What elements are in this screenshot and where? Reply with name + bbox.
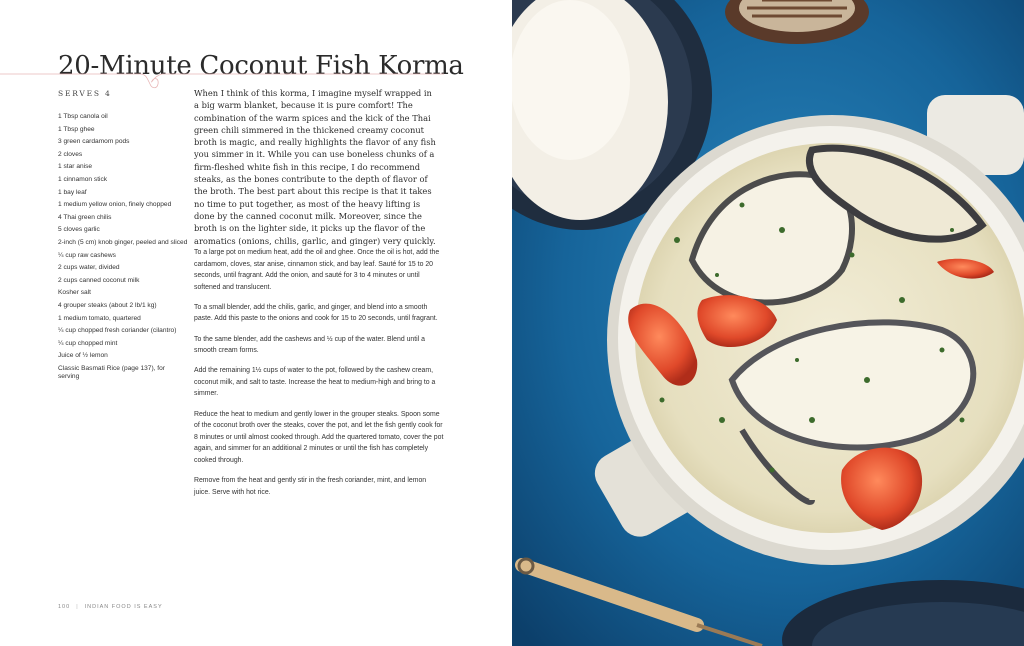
ingredient-item: ¼ cup chopped mint — [58, 339, 118, 347]
recipe-title: 20-Minute Coconut Fish Korma — [58, 51, 464, 82]
ingredient-item: 1 cinnamon stick — [58, 175, 108, 183]
method-step: To a small blender, add the chilis, garlic, and ginger, and blend into a smooth paste. Add this paste to the onions and cook for 15 to 20 seconds, until fragrant. — [194, 303, 438, 323]
method-step: Add the remaining 1½ cups of water to the pot, followed by the cashew cream, coconut milk, and salt to taste. Increase the heat to medium-high and bring to a simmer. — [194, 367, 436, 398]
ingredient-item: 1 medium yellow onion, finely chopped — [58, 201, 172, 209]
ingredient-item: 2 cups water, divided — [58, 264, 120, 272]
ingredient-item: 2 cloves — [58, 150, 83, 158]
ingredient-item: 1 medium tomato, quartered — [58, 314, 141, 322]
book-title: INDIAN FOOD IS EASY — [84, 604, 163, 610]
ingredient-item: ¼ cup raw cashews — [58, 251, 116, 259]
method-step: Reduce the heat to medium and gently lower in the grouper steaks. Spoon some of the coconut broth over the steaks, cover the pot, and let the fish gently cook for 8 minutes or until almost cooked through. Add the quartered tomato, cover the pot again, and simmer for an additional 2 minutes or until the fish has completely cooked through. — [194, 410, 444, 464]
ingredient-item: 1 Tbsp canola oil — [58, 113, 108, 120]
ingredient-item: 2 cups canned coconut milk — [58, 276, 140, 284]
page-footer: 100 | INDIAN FOOD IS EASY — [58, 604, 163, 610]
page-number: 100 — [58, 604, 71, 610]
ingredient-item: 1 bay leaf — [58, 188, 87, 196]
method-step: To the same blender, add the cashews and ½ cup of the water. Blend until a smooth cream forms. — [194, 335, 425, 355]
ingredient-item: ¼ cup chopped fresh coriander (cilantro) — [58, 327, 177, 335]
korma-photo-illustration — [512, 0, 1024, 646]
ingredient-item: 4 grouper steaks (about 2 lb/1 kg) — [58, 301, 157, 309]
ingredient-item: 3 green cardamom pods — [58, 138, 130, 146]
ingredient-item: 1 Tbsp ghee — [58, 125, 95, 133]
ingredient-list — [58, 113, 188, 386]
method-step: To a large pot on medium heat, add the oil and ghee. Once the oil is hot, add the cardamom, cloves, star anise, cinnamon stick, and bay leaf. Sauté for 15 to 20 seconds, until fragrant. Add the onion, and sauté for 3 to 4 minutes or until softened and translucent. — [194, 249, 440, 291]
ingredient-item: Juice of ½ lemon — [58, 352, 108, 360]
ingredient-item: 4 Thai green chilis — [58, 213, 112, 221]
ingredient-item: 5 cloves garlic — [58, 226, 100, 234]
ingredient-item: Kosher salt — [58, 289, 91, 297]
method-steps — [194, 247, 444, 507]
recipe-intro: When I think of this korma, I imagine myself wrapped in a big warm blanket, because it is pure comfort! The combination of the warm spices and the kick of the Thai green chili simmered in the thickened creamy coconut broth is magic, and really highlights the flavor of any fish you simmer in it. While you can use boneless chunks of a firm-fleshed white fish in this recipe, I do recommend steaks, as the bones contribute to the depth of flavor of the broth. The best part about this recipe is that it takes no time to put together, as most of the heavy lifting is done by the canned coconut milk. Moreover, since the broth is on the lighter side, it picks up the flavor of the aromatics (onions, chilis, garlic, and ginger) very quickly. — [194, 88, 436, 246]
ingredient-item: Classic Basmati Rice (page 137), for serving — [58, 364, 166, 381]
ingredient-item: 2-inch (5 cm) knob ginger, peeled and sliced — [58, 238, 188, 246]
serves-label: SERVES 4 — [58, 89, 112, 98]
recipe-photo — [512, 0, 1024, 646]
method-step: Remove from the heat and gently stir in the fresh coriander, mint, and lemon juice. Serve with hot rice. — [194, 477, 427, 496]
ingredient-item: 1 star anise — [58, 163, 93, 171]
